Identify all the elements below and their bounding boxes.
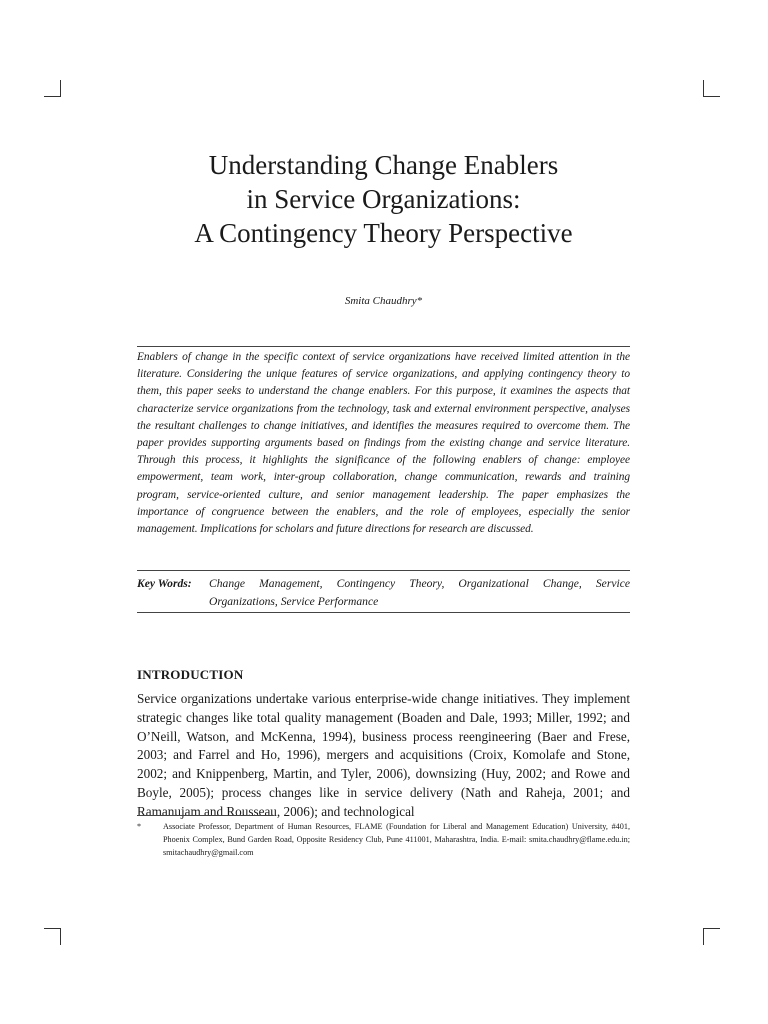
- title-line: in Service Organizations:: [246, 184, 521, 214]
- crop-mark-bottom-right: [703, 928, 720, 945]
- paper-title: [137, 148, 630, 250]
- author-name: Smita Chaudhry*: [344, 295, 423, 307]
- title-line: A Contingency Theory Perspective: [194, 218, 573, 248]
- footnote-mark: *: [137, 822, 142, 831]
- crop-mark-bottom-left: [44, 928, 61, 945]
- abstract-divider-rule: [137, 570, 630, 571]
- introduction-paragraph: Service organizations undertake various enterprise-wide change initiatives. They implement strategic changes like total quality management (Boaden and Dale, 1993; Miller, 1992; and O’Neill, Watson, and McKenna, 1994), business process reengineering (Baer and Frese, 2003; and Farrel and Ho, 1996), mergers and acquisitions (Croix, Komolafe and Stone, 2002; and Knippenberg, Martin, and Tyler, 2006), downsizing (Huy, 2002; and Rowe and Boyle, 2005); process changes like in service delivery (Nath and Raheja, 2001; and Ramanujam and Rousseau, 2006); and technological: [137, 691, 630, 819]
- abstract-text: Enablers of change in the specific context of service organizations have received limited attention in the literature. Considering the unique features of service organizations, and applying contingency theory to them, this paper seeks to understand the change enablers. For this purpose, it examines the aspects that characterize service organizations from the technology, task and external environment perspective, analyses the resultant challenges to change initiatives, and identifies the measures required to overcome them. The paper provides supporting arguments based on findings from the existing change and service literature. Through this process, it highlights the significance of the following enablers of change: employee empowerment, team work, inter-group collaboration, change communication, rewards and training program, service-oriented culture, and senior management leadership. The paper emphasizes the importance of congruence between the enablers, and the role of employees, especially the senior management. Implications for scholars and future directions for research are discussed.: [137, 351, 630, 536]
- author-footnote: [137, 821, 630, 859]
- section-heading: INTRODUCTION: [137, 667, 244, 682]
- keywords-label: Key Words:: [137, 577, 192, 590]
- abstract-top-rule: [137, 346, 630, 347]
- title-line: Understanding Change Enablers: [208, 150, 559, 180]
- footnote-text: Associate Professor, Department of Human Resources, FLAME (Foundation for Liberal and Management Education) University, #401, Phoenix Complex, Bund Garden Road, Opposite Residency Club, Pune 411001, Maharashtra, India. E-mail: smita.chaudhry@flame.edu.in; smitachaudhry@gmail.com: [163, 822, 630, 857]
- crop-mark-top-left: [44, 80, 61, 97]
- keywords-block: [137, 575, 630, 610]
- keywords-bottom-rule: [137, 612, 630, 613]
- crop-mark-top-right: [703, 80, 720, 97]
- footnote-rule: [137, 815, 273, 816]
- keywords-text: Change Management, Contingency Theory, Organizational Change, Service Organizations, Service Performance: [209, 577, 630, 608]
